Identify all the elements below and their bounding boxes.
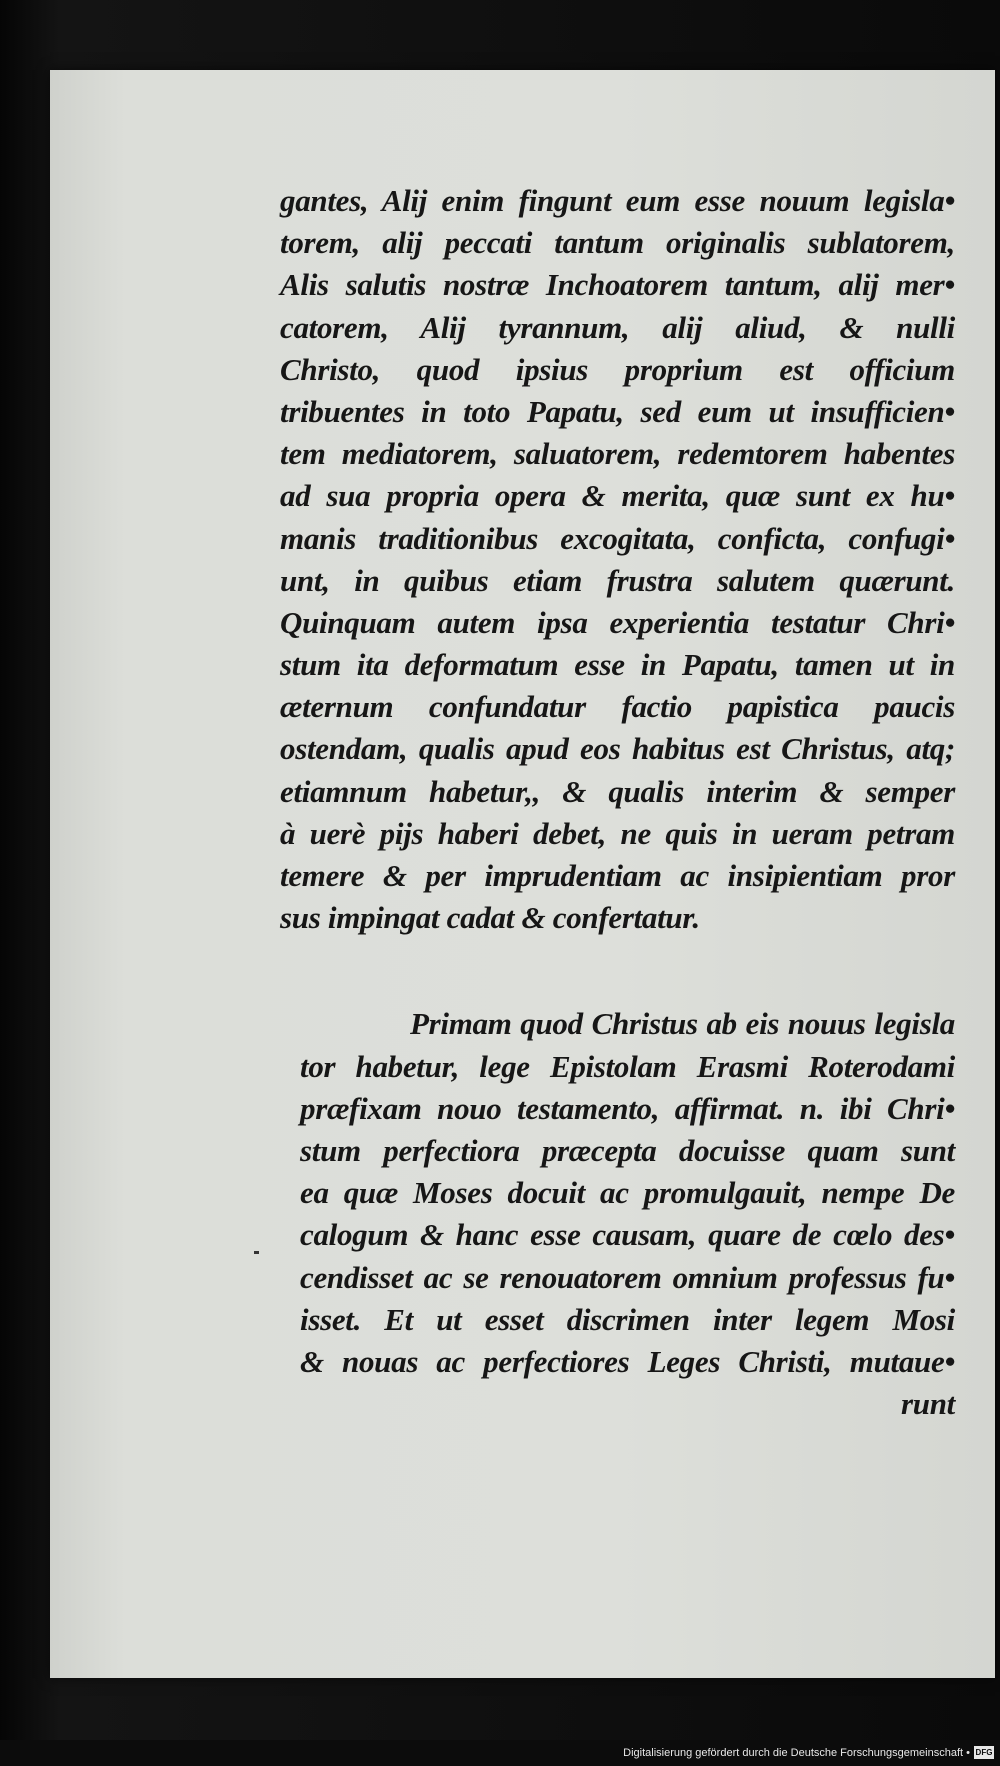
- text-line: isset. Et ut esset discrimen inter legem Mosi: [300, 1301, 955, 1337]
- paragraph-1: [280, 180, 955, 939]
- text-line: sus impingat cadat & confertatur.: [280, 900, 700, 936]
- text-line: calogum & hanc esse causam, quare de cœlo des•: [300, 1217, 955, 1253]
- text-line: à uerè pijs haberi debet, ne quis in ueram petram: [280, 815, 955, 851]
- paragraph-spacer: [280, 939, 955, 1003]
- text-line: ea quæ Moses docuit ac promulgauit, nempe De: [300, 1175, 955, 1211]
- text-line: Alis salutis nostræ Inchoatorem tantum, alij mer•: [280, 267, 955, 303]
- paragraph-2: [300, 1003, 955, 1425]
- text-line: unt, in quibus etiam frustra salutem quærunt.: [280, 562, 955, 598]
- page-text: [280, 180, 955, 1425]
- dfg-logo-icon: DFG: [975, 1748, 993, 1757]
- text-line: temere & per imprudentiam ac insipientiam pror: [280, 858, 955, 893]
- catchword: runt: [901, 1386, 955, 1422]
- text-line: & nouas ac perfectiores Leges Christi, mutaue•: [300, 1343, 955, 1379]
- footer-credit: Digitalisierung gefördert durch die Deutsche Forschungsgemeinschaft •: [623, 1747, 970, 1759]
- text-line: ostendam, qualis apud eos habitus est Christus, atq;: [280, 731, 955, 767]
- text-line: Quinquam autem ipsa experientia testatur Chri•: [280, 604, 955, 640]
- text-line: tribuentes in toto Papatu, sed eum ut insufficien•: [280, 393, 955, 429]
- text-line: tem mediatorem, saluatorem, redemtorem habentes: [280, 436, 955, 472]
- text-line: stum perfectiora præcepta docuisse quam sunt: [300, 1132, 955, 1168]
- text-line: tor habetur, lege Epistolam Erasmi Roterodami: [300, 1048, 955, 1084]
- text-line: ad sua propria opera & merita, quæ sunt ex hu•: [280, 478, 955, 514]
- text-line: præfixam nouo testamento, affirmat. n. ibi Chri•: [300, 1090, 955, 1126]
- text-line: gantes, Alij enim fingunt eum esse nouum legisla•: [280, 183, 955, 218]
- text-line: torem, alij peccati tantum originalis sublatorem,: [280, 225, 955, 261]
- text-line: catorem, Alij tyrannum, alij aliud, & nulli: [280, 309, 955, 345]
- text-line: etiamnum habetur,, & qualis interim & semper: [280, 773, 955, 809]
- ink-mark: [254, 1251, 259, 1254]
- text-line: cendisset ac se renouatorem omnium professus fu•: [300, 1259, 955, 1295]
- text-line: Christo, quod ipsius proprium est officium: [280, 351, 955, 387]
- text-line: æternum confundatur factio papistica paucis: [280, 689, 955, 725]
- text-line: manis traditionibus excogitata, conficta, confugi•: [280, 520, 955, 556]
- text-line: stum ita deformatum esse in Papatu, tamen ut in: [280, 647, 955, 683]
- text-line: Primam quod Christus ab eis nouus legisla: [410, 1006, 955, 1042]
